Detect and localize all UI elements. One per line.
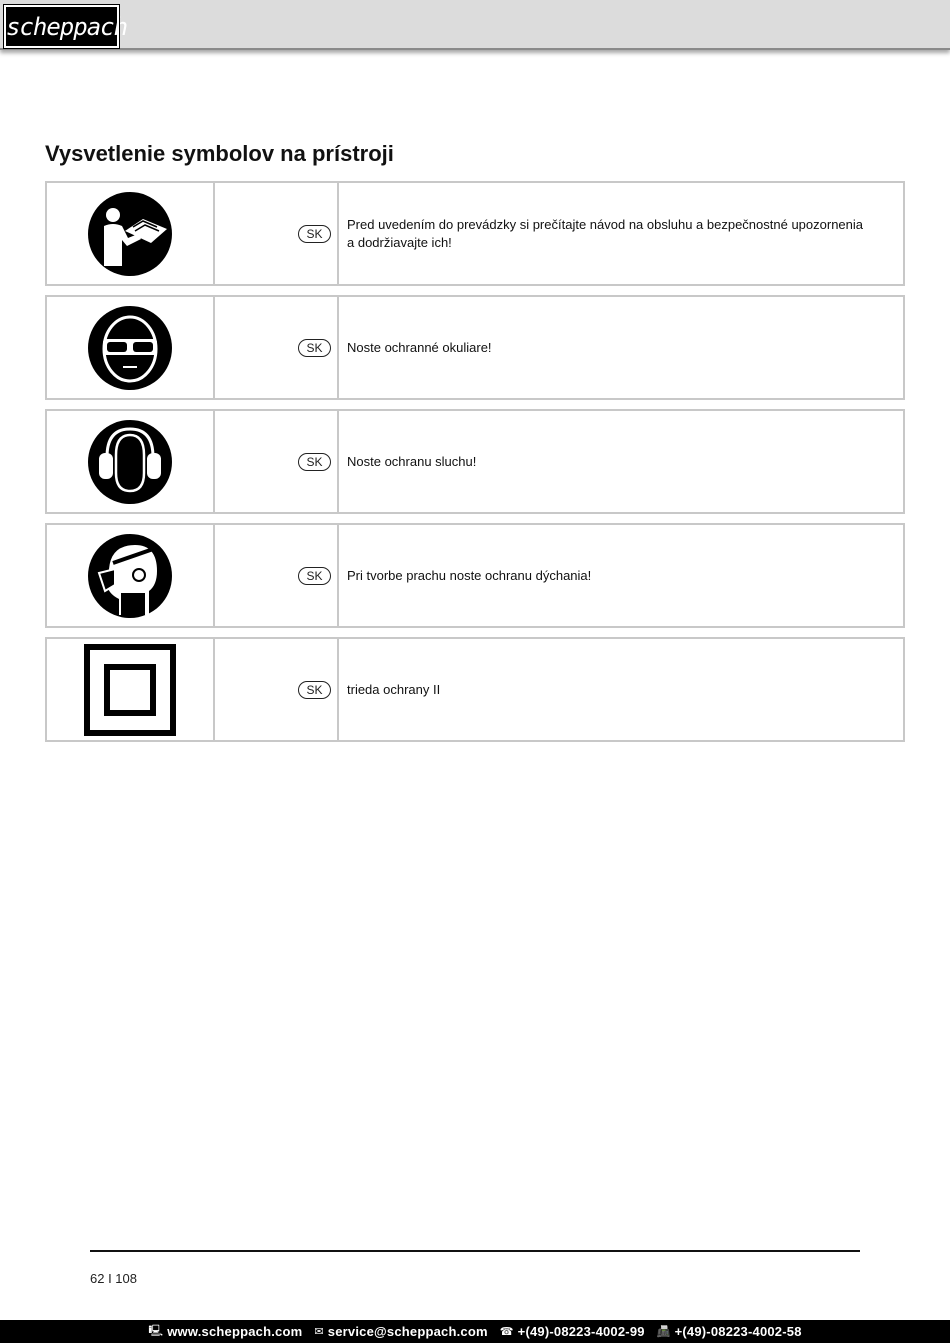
language-badge: SK [298, 339, 331, 357]
symbol-row [45, 295, 905, 400]
symbol-description: Pri tvorbe prachu noste ochranu dýchania! [347, 567, 592, 583]
contact-bar [0, 1320, 950, 1343]
header-bar [0, 0, 950, 50]
symbol-row [45, 523, 905, 628]
symbol-row [45, 409, 905, 514]
email-link[interactable]: service@scheppach.com [327, 1324, 488, 1339]
language-badge: SK [298, 453, 331, 471]
website-link[interactable]: www.scheppach.com [167, 1324, 303, 1339]
language-badge: SK [298, 225, 331, 243]
footer-divider [90, 1250, 860, 1252]
symbol-description: Noste ochranné okuliare! [347, 339, 492, 355]
fax-icon: 📠 [656, 1326, 671, 1338]
language-badge: SK [298, 567, 331, 585]
scheppach-logo: scheppach [4, 5, 119, 48]
phone-icon: ☎ [499, 1326, 514, 1338]
phone-number: +(49)-08223-4002-99 [517, 1324, 645, 1339]
email-icon: ✉ [314, 1326, 324, 1338]
symbol-row [45, 637, 905, 742]
computer-icon: 🖳 [148, 1325, 164, 1337]
fax-number: +(49)-08223-4002-58 [674, 1324, 802, 1339]
symbol-description: Pred uvedením do prevádzky si prečítajte návod na obsluhu a bezpečnostné upozornenia a dodržiavajte ich! [347, 216, 864, 250]
language-badge: SK [298, 681, 331, 699]
safety-goggles-icon [87, 305, 173, 391]
symbol-row [45, 181, 905, 286]
symbol-description: Noste ochranu sluchu! [347, 453, 477, 469]
respirator-icon [87, 533, 173, 619]
page-title: Vysvetlenie symbolov na prístroji [45, 141, 394, 166]
page-number: 62 I 108 [90, 1271, 137, 1286]
ear-protection-icon [87, 419, 173, 505]
symbol-description: trieda ochrany II [347, 681, 441, 697]
read-manual-icon [87, 191, 173, 277]
protection-class-ii-icon [84, 644, 176, 736]
